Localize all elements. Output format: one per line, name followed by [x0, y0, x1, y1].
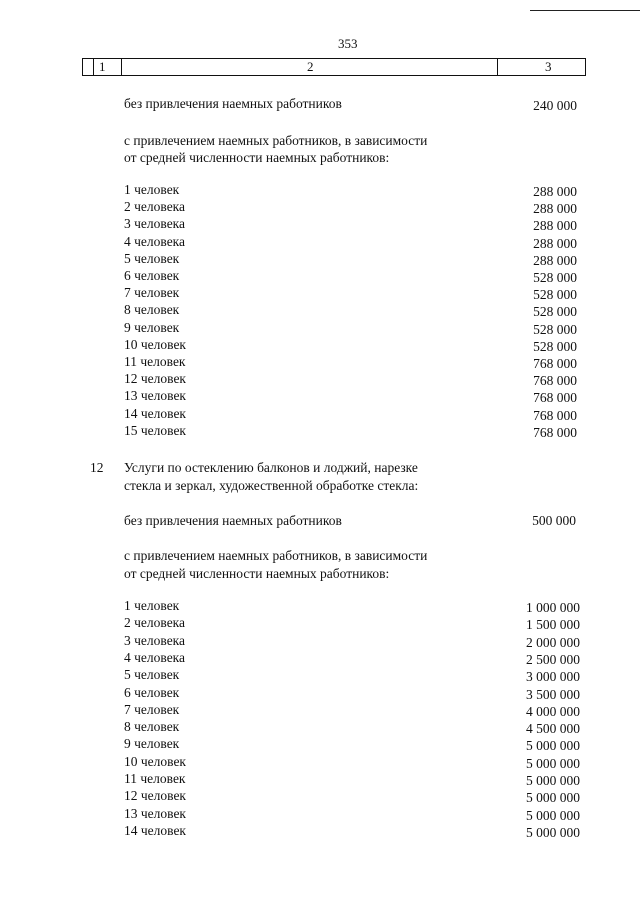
list-item-label: 9 человек — [124, 736, 180, 752]
list-item-label: 13 человек — [124, 805, 186, 821]
list-item-value: 528 000 — [533, 304, 577, 320]
list-item-label: 4 человека — [124, 649, 186, 665]
list-item-value: 288 000 — [533, 184, 577, 199]
list-item-value: 4 500 000 — [526, 721, 580, 737]
list-item-value: 5 000 000 — [526, 773, 580, 788]
list-item-value: 2 500 000 — [526, 651, 580, 667]
with-workers-line: от средней численности наемных работников: — [124, 566, 390, 581]
list-item-value: 768 000 — [533, 407, 577, 423]
list-item-value: 288 000 — [533, 218, 577, 234]
list-item-label: 3 человека — [124, 216, 186, 232]
list-item-label: 13 человек — [124, 388, 186, 404]
with-workers-line: с привлечением наемных работников, в зависимости — [124, 133, 428, 148]
no-workers-label: без привлечения наемных работников — [124, 96, 342, 111]
list-item-label: 2 человека — [124, 615, 186, 631]
list-item-label: 11 человек — [124, 771, 186, 786]
list-item-value: 5 000 000 — [526, 790, 580, 806]
list-item-label: 10 человек — [124, 753, 186, 769]
with-workers-line: от средней численности наемных работников: — [124, 150, 390, 165]
list-item-label: 4 человека — [124, 233, 186, 249]
header-col-1: 1 — [99, 59, 106, 74]
list-item-value: 5 000 000 — [526, 824, 580, 840]
table-header — [82, 58, 586, 76]
no-workers-label: без привлечения наемных работников — [124, 513, 342, 528]
list-item-label: 6 человек — [124, 684, 180, 700]
list-item-value: 768 000 — [533, 424, 577, 440]
header-divider — [121, 59, 122, 75]
list-item-label: 9 человек — [124, 319, 180, 335]
list-item-label: 11 человек — [124, 354, 186, 369]
list-item-value: 288 000 — [533, 252, 577, 268]
list-item-label: 7 человек — [124, 285, 180, 301]
item-title-line: стекла и зеркал, художественной обработке стекла: — [124, 478, 419, 493]
list-item-value: 5 000 000 — [526, 755, 580, 771]
header-col-2: 2 — [307, 59, 314, 74]
list-item-value: 5 000 000 — [526, 807, 580, 823]
list-item-label: 6 человек — [124, 268, 180, 283]
list-item-value: 3 500 000 — [526, 686, 580, 702]
no-workers-value: 500 000 — [532, 513, 576, 528]
list-item-value: 2 000 000 — [526, 634, 580, 650]
list-item-value: 5 000 000 — [526, 738, 580, 754]
list-item-value: 528 000 — [533, 287, 577, 303]
list-item-label: 5 человек — [124, 667, 180, 683]
header-tick — [93, 59, 94, 75]
top-edge-rule — [530, 10, 640, 11]
header-divider — [497, 59, 498, 75]
list-item-label: 7 человек — [124, 701, 180, 717]
list-item-value: 1 000 000 — [526, 600, 580, 615]
list-item-label: 5 человек — [124, 250, 180, 266]
no-workers-value: 240 000 — [533, 98, 577, 113]
list-item-label: 1 человек — [124, 598, 180, 613]
list-item-value: 288 000 — [533, 235, 577, 251]
list-item-label: 12 человек — [124, 788, 186, 804]
list-item-label: 14 человек — [124, 822, 186, 838]
list-item-label: 2 человека — [124, 199, 186, 215]
list-item-value: 4 000 000 — [526, 703, 580, 719]
list-item-value: 528 000 — [533, 338, 577, 354]
list-item-value: 528 000 — [533, 321, 577, 337]
list-item-value: 768 000 — [533, 390, 577, 406]
list-item-value: 528 000 — [533, 270, 577, 285]
list-item-value: 768 000 — [533, 356, 577, 371]
list-item-label: 3 человека — [124, 632, 186, 648]
list-item-label: 1 человек — [124, 182, 180, 197]
list-item-label: 8 человек — [124, 719, 180, 735]
list-item-value: 768 000 — [533, 373, 577, 389]
with-workers-line: с привлечением наемных работников, в зависимости — [124, 548, 428, 563]
list-item-label: 15 человек — [124, 422, 186, 438]
list-item-label: 14 человек — [124, 405, 186, 421]
list-item-label: 12 человек — [124, 371, 186, 387]
list-item-value: 3 000 000 — [526, 669, 580, 685]
header-col-3: 3 — [545, 59, 552, 74]
list-item-value: 1 500 000 — [526, 617, 580, 633]
list-item-value: 288 000 — [533, 201, 577, 217]
page-number: 353 — [338, 36, 358, 51]
list-item-label: 10 человек — [124, 336, 186, 352]
item-title-line: Услуги по остеклению балконов и лоджий, нарезке — [124, 460, 418, 475]
item-number: 12 — [90, 460, 104, 475]
list-item-label: 8 человек — [124, 302, 180, 318]
